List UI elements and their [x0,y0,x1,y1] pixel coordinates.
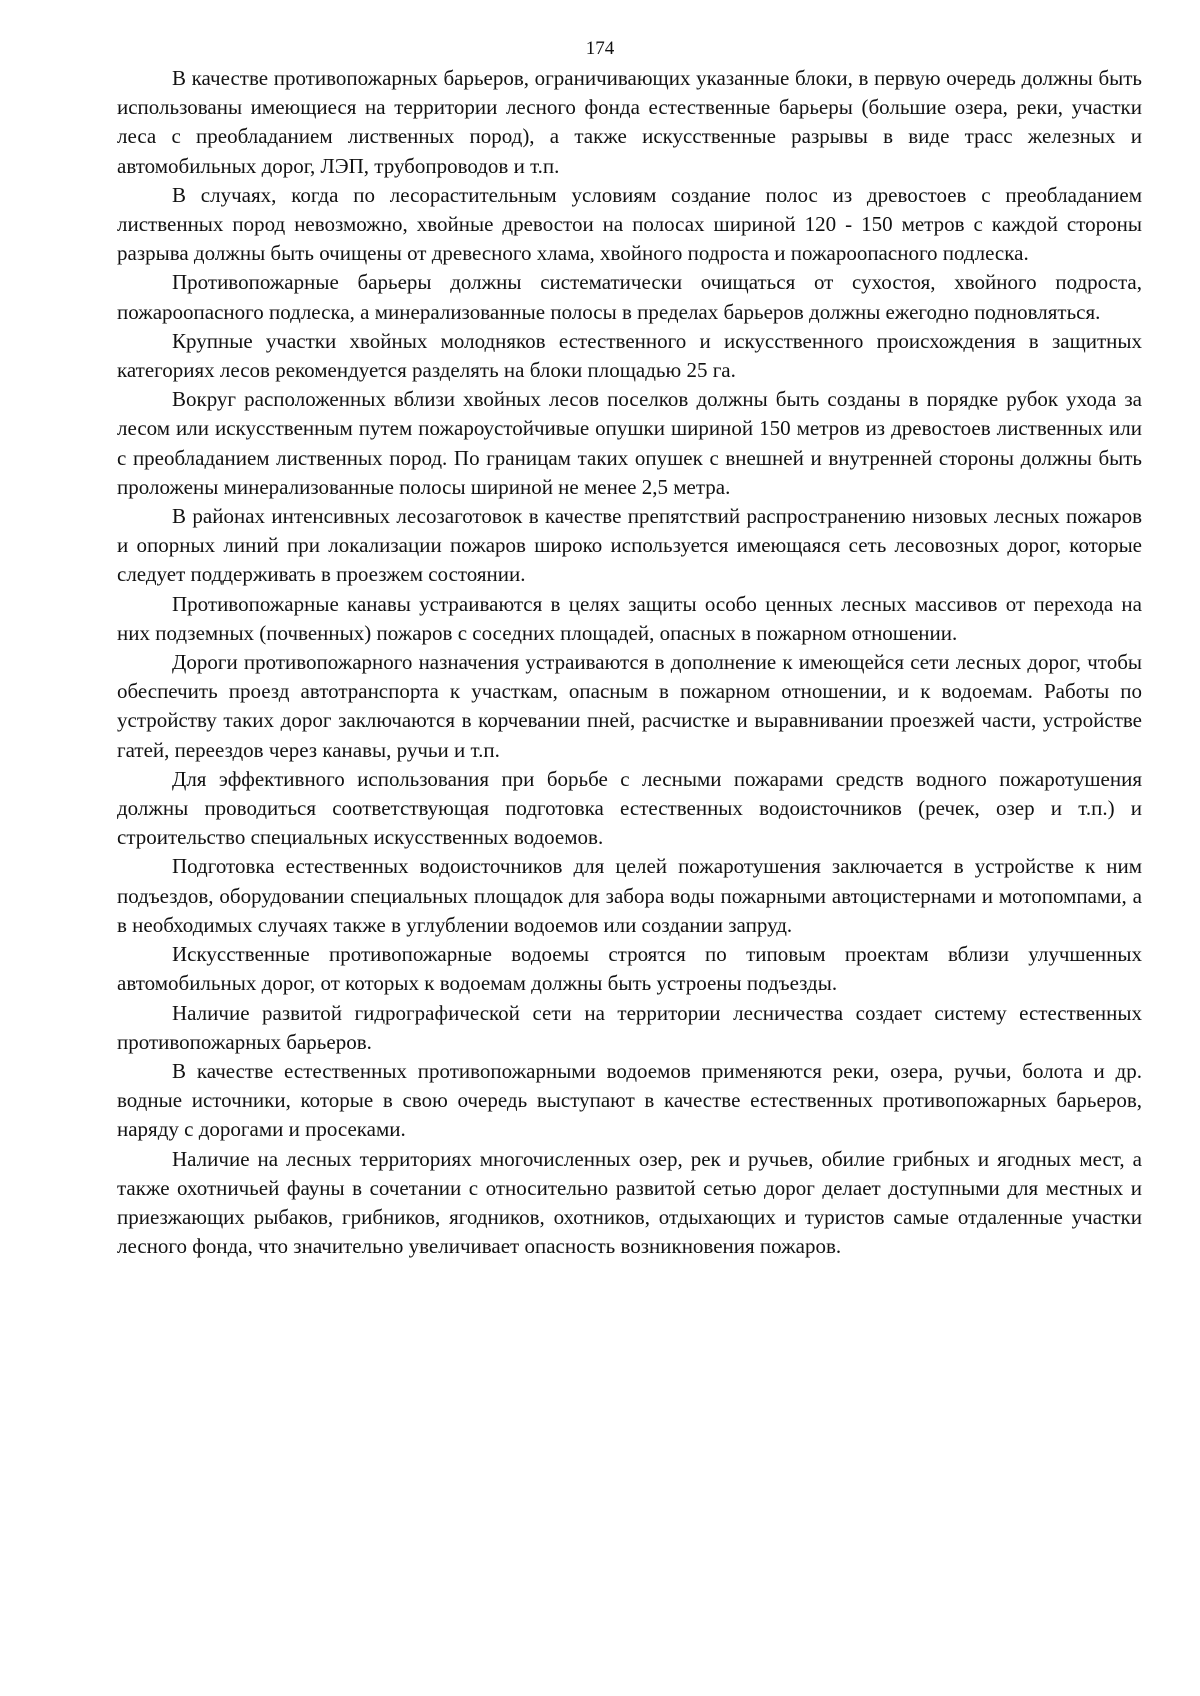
paragraph: Для эффективного использования при борьбе с лесными пожарами средств водного пожаротушения должны проводиться соответствующая подготовка естественных водоисточников (речек, озер и т.п.) и строительство специальных искусственных водоемов. [117,766,1142,850]
page-number: 174 [585,38,615,59]
paragraph: В районах интенсивных лесозаготовок в качестве препятствий распространению низовых лесных пожаров и опорных линий при локализации пожаров широко используется имеющаяся сеть лесовозных дорог, которые следует поддерживать в проезжем состоянии. [117,504,1142,587]
document-body [117,64,1142,1261]
paragraph: Противопожарные канавы устраиваются в целях защиты особо ценных лесных массивов от перехода на них подземных (почвенных) пожаров с соседних площадей, опасных в пожарном отношении. [117,591,1142,645]
paragraph: Наличие на лесных территориях многочисленных озер, рек и ручьев, обилие грибных и ягодных мест, а также охотничьей фауны в сочетании с относительно развитой сетью дорог делает доступными для местных и приезжающих рыбаков, грибников, ягодников, охотников, отдыхающих и туристов самые отдаленные участки лесного фонда, что значительно увеличивает опасность возникновения пожаров. [117,1146,1142,1259]
paragraph: Вокруг расположенных вблизи хвойных лесов поселков должны быть созданы в порядке рубок ухода за лесом или искусственным путем пожароустойчивые опушки шириной 150 метров из древостоев лиственных или с преобладанием лиственных пород. По границам таких опушек с внешней и внутренней стороны должны быть проложены минерализованные полосы шириной не менее 2,5 метра. [117,387,1142,499]
paragraph: В качестве противопожарных барьеров, ограничивающих указанные блоки, в первую очередь должны быть использованы имеющиеся на территории лесного фонда естественные барьеры (большие озера, реки, участки леса с преобладанием лиственных пород), а также искусственные разрывы в виде трасс железных и автомобильных дорог, ЛЭП, трубопроводов и т.п. [117,66,1142,178]
paragraph: Подготовка естественных водоисточников для целей пожаротушения заключается в устройстве к ним подъездов, оборудовании специальных площадок для забора воды пожарными автоцистернами и мотопомпами, а в необходимых случаях также в углублении водоемов или создании запруд. [117,854,1142,937]
paragraph: Искусственные противопожарные водоемы строятся по типовым проектам вблизи улучшенных автомобильных дорог, от которых к водоемам должны быть устроены подъезды. [117,942,1142,996]
paragraph: В качестве естественных противопожарными водоемов применяются реки, озера, ручьи, болота и др. водные источники, которые в свою очередь выступают в качестве естественных противопожарных барьеров, наряду с дорогами и просеками. [117,1058,1142,1142]
paragraph: Наличие развитой гидрографической сети на территории лесничества создает систему естественных противопожарных барьеров. [117,1000,1142,1054]
paragraph: Крупные участки хвойных молодняков естественного и искусственного происхождения в защитных категориях лесов рекомендуется разделять на блоки площадью 25 га. [117,328,1142,383]
paragraph: В случаях, когда по лесорастительным условиям создание полос из древостоев с преобладанием лиственных пород невозможно, хвойные древостои на полосах шириной 120 - 150 метров с каждой стороны разрыва должны быть очищены от древесного хлама, хвойного подроста и пожароопасного подлеска. [117,182,1142,266]
paragraph: Противопожарные барьеры должны систематически очищаться от сухостоя, хвойного подроста, пожароопасного подлеска, а минерализованные полосы в пределах барьеров должны ежегодно подновляться. [117,270,1142,324]
paragraph: Дороги противопожарного назначения устраиваются в дополнение к имеющейся сети лесных дорог, чтобы обеспечить проезд автотранспорта к участкам, опасным в пожарном отношении, и к водоемам. Работы по устройству таких дорог заключаются в корчевании пней, расчистке и выравнивании проезжей части, устройстве гатей, переездов через канавы, ручьи и т.п. [117,650,1142,762]
